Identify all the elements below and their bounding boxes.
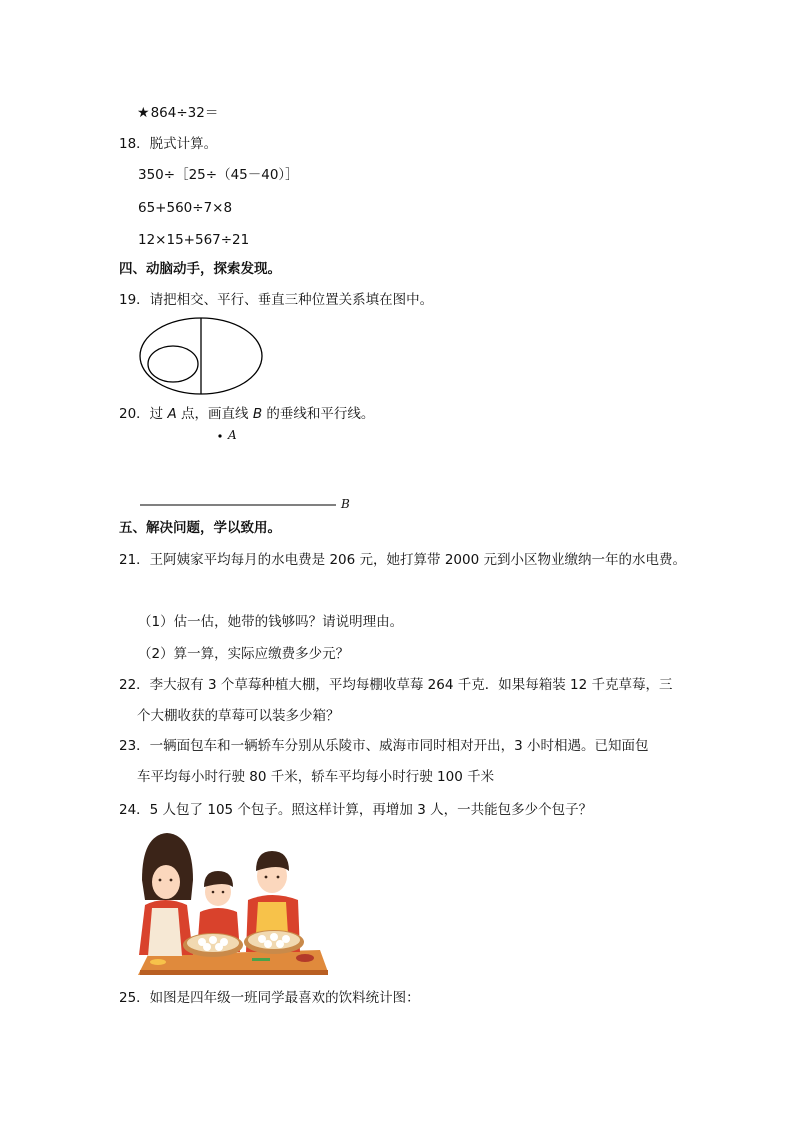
q18-item-3: 12×15+567÷21 [138,232,250,248]
bowl-left [150,959,166,965]
star-icon: ★ [137,105,150,121]
greens [252,958,270,961]
q21-sub2: （2）算一算，实际应缴费多少元？ [138,646,350,662]
q24-title: 24．5 人包了 105 个包子。照这样计算，再增加 3 人，一共能包多少个包子？ [119,802,593,818]
q19-title: 19．请把相交、平行、垂直三种位置关系填在图中。 [119,292,434,308]
table-edge [140,970,328,975]
section4-title: 四、动脑动手，探索发现。 [119,261,281,277]
q18-item-2: 65+560÷7×8 [138,200,233,216]
section5-title: 五、解决问题，学以致用。 [119,520,281,536]
q23-line1: 23．一辆面包车和一辆轿车分别从乐陵市、威海市同时相对开出，3 小时相遇。已知面包 [119,738,649,754]
q23-line2: 车平均每小时行驶 80 千米，轿车平均每小时行驶 100 千米 [137,769,495,785]
bowl-right [296,954,314,962]
q18-item-1: 350÷［25÷（45－40）］ [138,167,299,183]
q22-line1: 22．李大叔有 3 个草莓种植大棚，平均每棚收草莓 264 千克．如果每箱装 12 千克草莓，三 [119,677,673,693]
line-b-label: B [341,497,350,511]
q17-expression: 864÷32＝ [150,105,219,121]
q21-sub1: （1）估一估，她带的钱够吗？请说明理由。 [138,614,404,630]
q25-title: 25．如图是四年级一班同学最喜欢的饮料统计图： [119,990,420,1006]
q20-title: 20．过 A 点，画直线 B 的垂线和平行线。 [119,406,375,422]
q18-title: 18．脱式计算。 [119,136,218,152]
q21-title: 21．王阿姨家平均每月的水电费是 206 元，她打算带 2000 元到小区物业缴纳一年的水电费。 [119,552,686,568]
point-a-label: A [228,428,237,442]
q22-line2: 个大棚收获的草莓可以装多少箱？ [137,708,340,724]
mother-figure [139,833,193,956]
